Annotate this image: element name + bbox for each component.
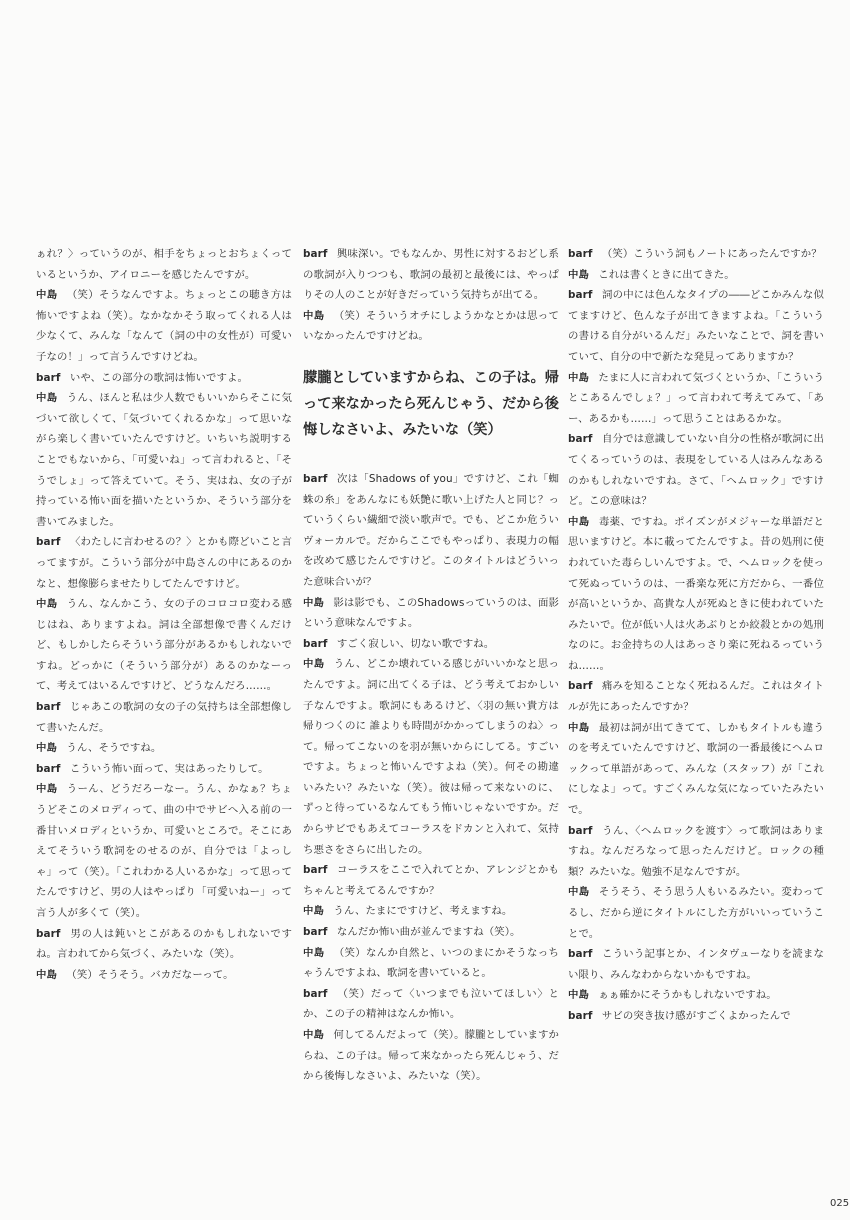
paragraph-text: いや、この部分の歌詞は怖いですよ。: [69, 371, 248, 384]
speaker-label: 中島: [303, 905, 324, 918]
paragraph-text: （笑）そうなんですよ。ちょっとこの聴き方は怖いですよね（笑）。なかなかそう取ってくれる人は少なくて、みんな「なんて（詞の中の女性が）可愛い子なの！」って言うんですけどね。: [36, 289, 292, 363]
column-middle-body: [303, 469, 559, 1087]
speaker-label: barf: [36, 371, 61, 384]
speaker-label: barf: [36, 762, 61, 775]
paragraph-text: これは書くときに出てきた。: [598, 268, 735, 281]
paragraph-text: 影は影でも、このShadowsっていうのは、面影という意味なんですよ。: [303, 596, 560, 630]
paragraph-text: うん、そうですね。: [66, 742, 162, 755]
speaker-label: barf: [568, 433, 593, 446]
paragraph-text: （笑）なんか自然と、いつのまにかそうなっちゃうんですよね、歌詞を書いていると。: [303, 946, 559, 980]
speaker-label: 中島: [36, 783, 58, 796]
interview-paragraph: [36, 697, 292, 738]
speaker-label: barf: [568, 289, 593, 302]
speaker-label: 中島: [303, 596, 325, 609]
speaker-label: 中島: [568, 371, 589, 384]
speaker-label: barf: [303, 472, 328, 485]
speaker-label: 中島: [36, 392, 58, 405]
interview-paragraph: [303, 901, 559, 922]
paragraph-text: 男の人は鈍いとこがあるのかもしれないですね。言われてから気づく、みたいな（笑）。: [36, 927, 292, 961]
speaker-label: 中島: [568, 989, 589, 1002]
speaker-label: 中島: [303, 1029, 324, 1041]
interview-paragraph: [36, 965, 292, 986]
interview-paragraph: [568, 265, 824, 286]
paragraph-text: 毒薬、ですね。ポイズンがメジャーな単語だと思いますけど。本に載ってたんですよ。昔の処刑に使われていた毒らしいんですよ。で、ヘムロックを使って死ぬっていうのは、一番楽な死に方だから、一番位が高いというか、高貴な人が死ぬときに使われていたみたいで。位が低い人は火あぶりとか絞殺とかの処刑なのに。お金持ちの人はあっさり楽に死ねるっていうね……。: [568, 515, 824, 672]
column-middle-intro: [303, 244, 559, 347]
speaker-label: barf: [303, 926, 328, 939]
paragraph-text: 何してるんだよって（笑）。朦朧としていますからね、この子は。帰って来なかったら死んじゃう、だから後悔しなさいよ、みたいな（笑）。: [303, 1029, 560, 1083]
interview-paragraph: [36, 738, 292, 759]
interview-paragraph: [303, 654, 559, 860]
interview-paragraph: [36, 368, 292, 389]
interview-paragraph: [303, 306, 559, 347]
speaker-label: 中島: [568, 268, 589, 281]
interview-paragraph: [36, 244, 292, 285]
speaker-label: 中島: [568, 886, 590, 899]
paragraph-text: うん、どこか壊れている感じがいいかなと思ったんですよ。詞に出てくる子は、どう考えておかしい子なんですよ。歌詞にもあるけど、〈羽の無い貴方は帰りつくのに 誰よりも時間がかかってしまうのね〉って。帰ってこないのを羽が無いからにしてる。すごいですよ。ちょっと怖いんですよね（笑）。何その勘違いみたい？みたいな（笑）。彼は帰って来ないのに、ずっと待っているなんてもう怖いじゃないですか。だからサビでもあえてコーラスをドカンと入れて、気持ち悪さをさらに出したの。: [303, 658, 559, 856]
interview-paragraph: [36, 532, 292, 594]
speaker-label: 中島: [303, 309, 325, 322]
speaker-label: barf: [568, 948, 593, 961]
paragraph-text: うん、たまにですけど、考えますね。: [333, 905, 513, 918]
interview-paragraph: [568, 429, 824, 511]
paragraph-text: 痛みを知ることなく死ねるんだ。これはタイトルが先にあったんですか？: [568, 680, 824, 714]
speaker-label: barf: [36, 927, 61, 940]
paragraph-text: （笑）そういうオチにしようかなとかは思っていなかったんですけどね。: [303, 309, 559, 343]
speaker-label: 中島: [568, 721, 590, 734]
column-middle: [303, 244, 559, 1087]
paragraph-text: コーラスをここで入れてとか、アレンジとかもちゃんと考えてるんですか？: [303, 864, 559, 897]
column-right: [568, 244, 824, 1027]
paragraph-text: 次は「Shadows of you」ですけど、これ「蜘蛛の糸」をあんなにも妖艶に歌い上げた人と同じ？っていうくらい繊細で淡い歌声で。でも、どこか危ういヴォーカルで。だからここでもやっぱり、表現力の幅を改めて感じたんですけど。このタイトルはどういった意味合いが？: [303, 472, 559, 588]
speaker-label: barf: [36, 536, 61, 549]
paragraph-text: すごく寂しい、切ない歌ですね。: [336, 637, 495, 650]
interview-paragraph: [36, 285, 292, 367]
speaker-label: 中島: [36, 742, 57, 755]
interview-paragraph: [303, 984, 559, 1025]
paragraph-text: （笑）だって〈いつまでも泣いてほしい〉とか、この子の精神はなんか怖い。: [303, 987, 559, 1021]
interview-paragraph: [568, 882, 824, 944]
speaker-label: 中島: [303, 658, 325, 671]
speaker-label: barf: [303, 248, 328, 260]
paragraph-text: ぁぁ確かにそうかもしれないですね。: [598, 989, 777, 1002]
interview-paragraph: [303, 860, 559, 901]
interview-paragraph: [568, 718, 824, 821]
paragraph-text: こういう怖い面って、実はあったりして。: [69, 762, 269, 775]
interview-paragraph: [36, 924, 292, 965]
speaker-label: 中島: [36, 968, 57, 981]
section-heading: 朦朧としていますからね、この子は。帰って来なかったら死んじゃう、だから後悔しなさいよ、みたいな（笑）: [303, 369, 559, 438]
speaker-label: 中島: [303, 946, 325, 959]
paragraph-text: 最初は詞が出てきてて、しかもタイトルも違うのを考えていたんですけど、歌詞の一番最後にヘムロックって単語があって、みんな（スタッフ）が「これにしなよ」って。すごくみんな気になっていたみたいで。: [568, 721, 825, 817]
interview-paragraph: [568, 512, 824, 677]
paragraph-text: （笑）こういう詞もノートにあったんですか？: [601, 248, 822, 260]
interview-paragraph: [568, 944, 824, 985]
speaker-label: barf: [303, 987, 328, 1000]
paragraph-text: 〈わたしに言わせるの？〉とかも際どいこと言ってますが。こういう部分が中島さんの中にあるのかなと、想像膨らませたりしてたんですけど。: [36, 536, 292, 590]
speaker-label: barf: [568, 248, 593, 260]
speaker-label: barf: [568, 680, 593, 693]
interview-paragraph: [303, 922, 559, 943]
speaker-label: barf: [568, 824, 593, 837]
interview-paragraph: [303, 469, 559, 593]
paragraph-text: ぁれ？〉っていうのが、相手をちょっとおちょくっているというか、アイロニーを感じたんですが。: [36, 248, 292, 281]
interview-paragraph: [303, 1025, 559, 1087]
paragraph-text: そうそう、そう思う人もいるみたい。変わってるし、だから逆にタイトルにした方がいいっていうことで。: [568, 886, 824, 940]
interview-paragraph: [36, 388, 292, 532]
interview-paragraph: [568, 676, 824, 717]
interview-paragraph: [568, 1006, 824, 1027]
paragraph-text: たまに人に言われて気づくというか、「こういうとこあるんでしょ？」って言われて考えてみて、「あー、あるかも……」って思うことはあるかな。: [568, 371, 825, 425]
interview-paragraph: [568, 985, 824, 1006]
interview-paragraph: [36, 779, 292, 923]
interview-paragraph: [568, 285, 824, 367]
interview-paragraph: [303, 593, 559, 634]
interview-paragraph: [568, 368, 824, 430]
interview-paragraph: [303, 634, 559, 655]
paragraph-text: うん、ほんと私は少人数でもいいからそこに気づいて欲しくて、「気づいてくれるかな」って思いながら楽しく書いていたんですけど。いちいち説明することでもないから、「可愛いね」って言われると、「そうでしょ」って答えていて。そう、実はね、女の子が持っている怖い面を描いたというか、そういう部分を書いてみました。: [36, 392, 292, 528]
speaker-label: barf: [36, 701, 61, 714]
paragraph-text: 詞の中には色んなタイプの――どこかみんな似てますけど、色んな子が出てきますよね。「こういうの書ける自分がいるんだ」みたいなことで、詞を書いていて、自分の中で新たな発見ってありますか？: [568, 289, 824, 363]
paragraph-text: 自分では意識していない自分の性格が歌詞に出てくるっていうのは、表現をしている人はみんなあるのかもしれないですね。さて、「ヘムロック」ですけど。この意味は？: [568, 433, 824, 508]
paragraph-text: うーん、どうだろーなー。うん、かなぁ？ちょうどそこのメロディって、曲の中でサビへ入る前の一番甘いメロディというか、可愛いところで。そこにあえてそういう歌詞をのせるのが、自分では「よっしゃ」って（笑）。「これわかる人いるかな」って思ってたんですけど、男の人はやっぱり「可愛いねー」って言う人が多くて（笑）。: [36, 783, 293, 919]
interview-paragraph: [303, 244, 559, 306]
paragraph-text: 興味深い。でもなんか、男性に対するおどし系の歌詞が入りつつも、歌詞の最初と最後には、やっぱりその人のことが好きだっていう気持ちが出てる。: [303, 248, 559, 302]
paragraph-text: こういう記事とか、インタヴューなりを読まない限り、みんなわからないかもですね。: [568, 948, 824, 981]
paragraph-text: うん、なんかこう、女の子のコロコロ変わる感じはね、ありますよね。詞は全部想像で書くんだけど、もしかしたらそういう部分があるかもしれないですね。どっかに（そういう部分が）あるのかなーって、考えてはいるんですけど、どうなんだろ……。: [36, 598, 292, 693]
interview-paragraph: [568, 244, 824, 265]
paragraph-text: サビの突き抜け感がすごくよかったんで: [601, 1009, 791, 1022]
paragraph-text: うん、〈ヘムロックを渡す〉って歌詞はありますね。なんだろなって思ったんだけど。ロックの種類？みたいな。勉強不足なんですが。: [568, 824, 824, 878]
paragraph-text: じゃあこの歌詞の女の子の気持ちは全部想像して書いたんだ。: [36, 701, 292, 734]
paragraph-text: （笑）そうそう。バカだなーって。: [66, 968, 234, 981]
speaker-label: barf: [303, 864, 328, 877]
speaker-label: barf: [303, 637, 328, 650]
speaker-label: 中島: [568, 515, 590, 528]
interview-paragraph: [36, 594, 292, 697]
paragraph-text: なんだか怖い曲が並んでますね（笑）。: [336, 926, 521, 939]
column-left: [36, 244, 292, 985]
speaker-label: 中島: [36, 289, 58, 302]
page-number: 025: [830, 1198, 850, 1209]
interview-paragraph: [568, 821, 824, 883]
interview-paragraph: [303, 943, 559, 984]
speaker-label: barf: [568, 1009, 593, 1022]
interview-paragraph: [36, 759, 292, 780]
speaker-label: 中島: [36, 598, 58, 611]
